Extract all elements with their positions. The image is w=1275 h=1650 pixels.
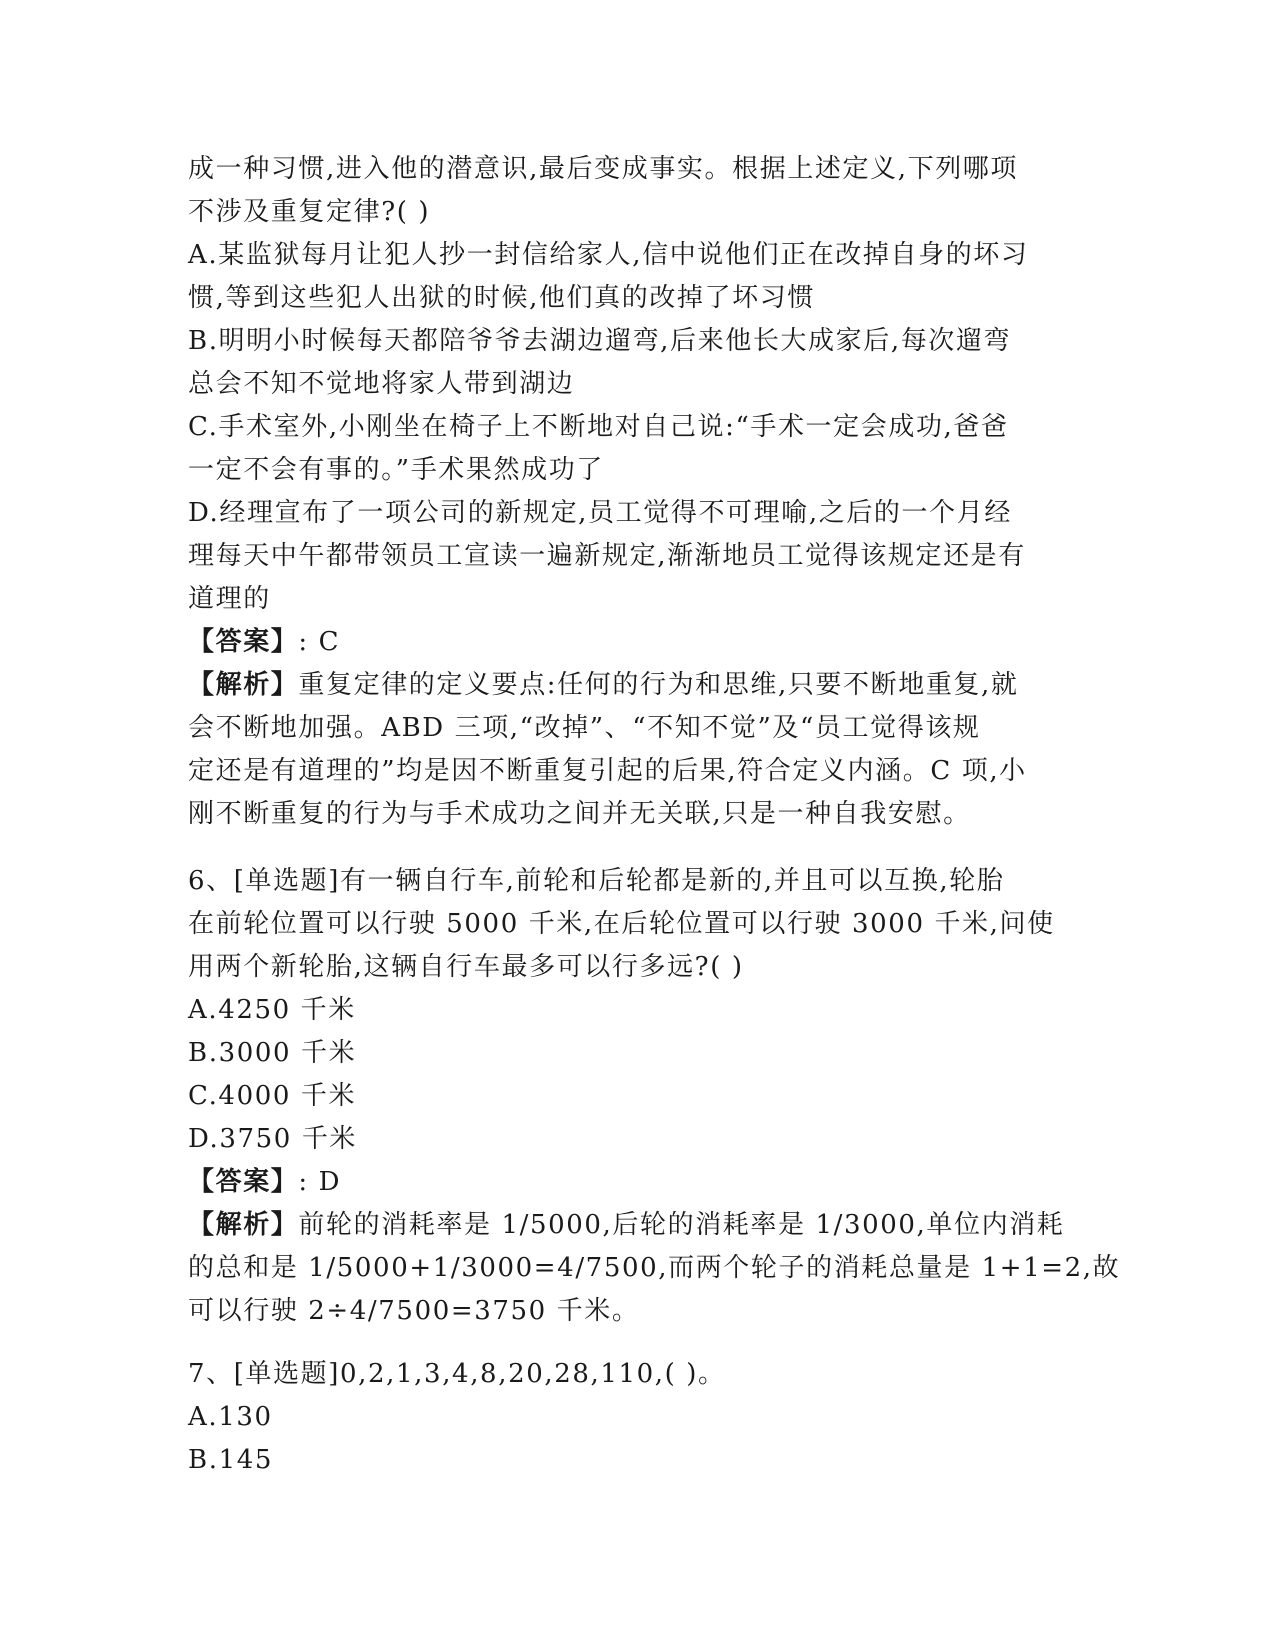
option-d-line: 道理的 (188, 584, 271, 614)
analysis-label: 【解析】 (188, 1210, 299, 1240)
option-c-line: C.手术室外,小刚坐在椅子上不断地对自己说:“手术一定会成功,爸爸 (188, 412, 1009, 442)
question-stem-line: 用两个新轮胎,这辆自行车最多可以行多远?( ) (188, 952, 744, 982)
option-a-line: A.某监狱每月让犯人抄一封信给家人,信中说他们正在改掉自身的坏习 (188, 240, 1029, 270)
answer-value: C (318, 627, 341, 657)
question-stem-line: 在前轮位置可以行驶 5000 千米,在后轮位置可以行驶 3000 千米,问使 (188, 909, 1055, 939)
analysis-line: 可以行驶 2÷4/7500=3750 千米。 (188, 1296, 640, 1326)
analysis-label: 【解析】 (188, 670, 299, 700)
option-b-line: B.145 (188, 1445, 273, 1475)
analysis-line: 刚不断重复的行为与手术成功之间并无关联,只是一种自我安慰。 (188, 799, 971, 829)
analysis-line: 会不断地加强。ABD 三项,“改掉”、“不知不觉”及“员工觉得该规 (188, 713, 981, 743)
analysis-line (188, 664, 1088, 707)
analysis-line (188, 1204, 1088, 1247)
question-stem-line: 7、[单选题]0,2,1,3,4,8,20,28,110,( )。 (188, 1359, 726, 1389)
question-spacer (188, 836, 1088, 860)
analysis-line: 的总和是 1/5000+1/3000=4/7500,而两个轮子的消耗总量是 1+1=2,故 (188, 1253, 1121, 1283)
option-d-line: 理每天中午都带领员工宣读一遍新规定,渐渐地员工觉得该规定还是有 (188, 541, 1026, 571)
document-page (188, 148, 1121, 1482)
analysis-text: 重复定律的定义要点:任何的行为和思维,只要不断地重复,就 (298, 670, 1019, 700)
option-b-line: B.3000 千米 (188, 1038, 357, 1068)
analysis-text: 前轮的消耗率是 1/5000,后轮的消耗率是 1/3000,单位内消耗 (298, 1210, 1065, 1240)
option-d-line: D.3750 千米 (188, 1124, 358, 1154)
answer-label: 【答案】 (188, 627, 299, 657)
question-stem-line: 成一种习惯,进入他的潜意识,最后变成事实。根据上述定义,下列哪项 (188, 154, 1018, 184)
question-5 (188, 148, 1088, 836)
answer-separator: : (298, 627, 309, 657)
answer-value: D (318, 1167, 342, 1197)
answer-line (188, 621, 1088, 664)
option-a-line: A.130 (188, 1402, 273, 1432)
option-a-line: 惯,等到这些犯人出狱的时候,他们真的改掉了坏习惯 (188, 283, 815, 313)
analysis-line: 定还是有道理的”均是因不断重复引起的后果,符合定义内涵。C 项,小 (188, 756, 1027, 786)
question-stem-line: 6、[单选题]有一辆自行车,前轮和后轮都是新的,并且可以互换,轮胎 (188, 866, 1005, 896)
option-b-line: 总会不知不觉地将家人带到湖边 (188, 369, 575, 399)
option-c-line: 一定不会有事的。”手术果然成功了 (188, 455, 604, 485)
option-c-line: C.4000 千米 (188, 1081, 357, 1111)
option-d-line: D.经理宣布了一项公司的新规定,员工觉得不可理喻,之后的一个月经 (188, 498, 1012, 528)
answer-line (188, 1161, 1088, 1204)
answer-separator: : (298, 1167, 309, 1197)
option-b-line: B.明明小时候每天都陪爷爷去湖边遛弯,后来他长大成家后,每次遛弯 (188, 326, 1012, 356)
option-a-line: A.4250 千米 (188, 995, 356, 1025)
question-spacer (188, 1333, 1088, 1353)
question-6 (188, 860, 1121, 1333)
question-stem-line: 不涉及重复定律?( ) (188, 197, 431, 227)
question-7 (188, 1353, 1088, 1482)
answer-label: 【答案】 (188, 1167, 299, 1197)
